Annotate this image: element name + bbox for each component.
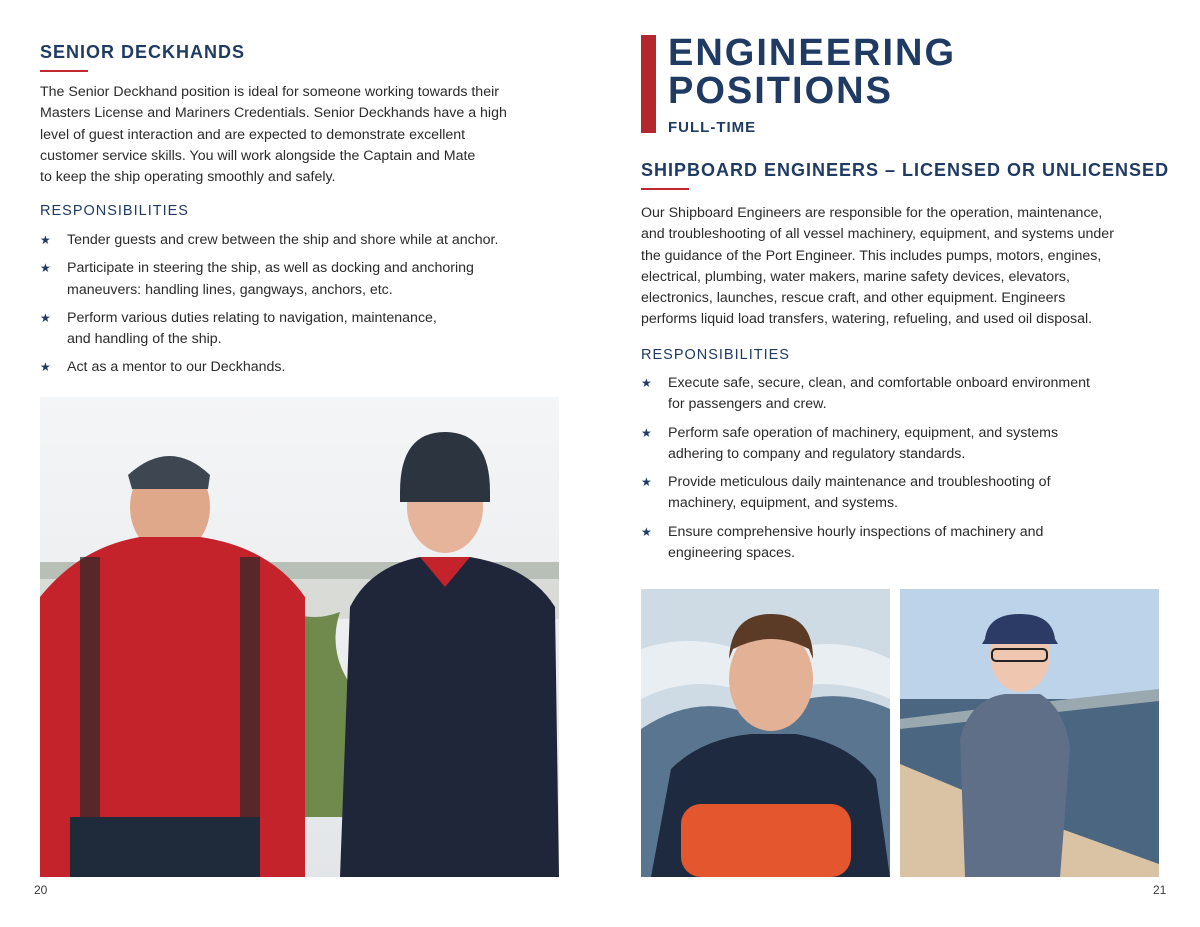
star-icon: ★ [40, 310, 51, 325]
senior-deckhands-intro [40, 82, 580, 188]
star-icon: ★ [641, 475, 652, 490]
title-underline [641, 188, 689, 190]
responsibilities-heading: RESPONSIBILITIES [40, 203, 189, 219]
intro-line: level of guest interaction and are expected to demonstrate excellent [40, 126, 466, 143]
engineer-photo-1 [641, 589, 890, 877]
list-item: ★ Ensure comprehensive hourly inspections of machinery and engineering spaces. [641, 523, 1044, 562]
star-icon: ★ [641, 425, 652, 440]
page-number: 21 [1153, 883, 1167, 897]
senior-deckhands-title: SENIOR DECKHANDS [40, 42, 246, 62]
intro-line: the guidance of the Port Engineer. This includes pumps, motors, engines, [641, 247, 1102, 264]
intro-line: to keep the ship operating smoothly and safely. [40, 169, 336, 186]
list-item: ★ Execute safe, secure, clean, and comfortable onboard environment for passengers and crew. [641, 375, 1090, 413]
shipboard-engineers-title: SHIPBOARD ENGINEERS – LICENSED OR UNLICENSED [641, 160, 1170, 180]
intro-line: performs liquid load transfers, watering, refueling, and used oil disposal. [641, 311, 1093, 328]
responsibilities-list [40, 230, 580, 386]
star-icon: ★ [40, 261, 51, 276]
title-underline [40, 70, 88, 72]
star-icon: ★ [40, 360, 51, 375]
star-icon: ★ [641, 376, 652, 390]
deckhands-photo [40, 397, 559, 877]
intro-line: The Senior Deckhand position is ideal for someone working towards their [40, 84, 499, 100]
deckhands-illustration [40, 397, 559, 877]
title-accent-bar [641, 35, 656, 133]
list-item: ★ Tender guests and crew between the ship and shore while at anchor. [40, 230, 580, 251]
list-item: ★ Participate in steering the ship, as well as docking and anchoring maneuvers: handling lines, gangways, anchors, etc. [40, 260, 474, 298]
intro-line: Our Shipboard Engineers are responsible for the operation, maintenance, [641, 205, 1103, 221]
list-item: ★ Perform various duties relating to navigation, maintenance, and handling of the ship. [40, 309, 437, 348]
right-page [600, 0, 1200, 927]
engineer-illustration-1 [641, 589, 890, 877]
star-icon: ★ [641, 524, 652, 539]
intro-line: electronics, launches, rescue craft, and other equipment. Engineers [641, 290, 1066, 307]
responsibilities-heading: RESPONSIBILITIES [641, 347, 790, 363]
engineering-positions-title: ENGINEERING POSITIONS [668, 32, 957, 112]
engineer-illustration-2 [900, 589, 1159, 877]
intro-line: customer service skills. You will work alongside the Captain and Mate [40, 147, 476, 164]
star-icon: ★ [40, 233, 51, 247]
list-item: ★ Perform safe operation of machinery, equipment, and systems adhering to company and regulatory standards. [641, 424, 1059, 462]
intro-line: and troubleshooting of all vessel machinery, equipment, and systems under [641, 226, 1114, 243]
engineer-photo-2 [900, 589, 1159, 877]
responsibilities-list [641, 373, 1181, 571]
list-item: ★ Provide meticulous daily maintenance and troubleshooting of machinery, equipment, and systems. [641, 474, 1051, 512]
full-time-subtitle: FULL-TIME [668, 119, 757, 136]
intro-line: Masters License and Mariners Credentials. Senior Deckhands have a high [40, 105, 507, 122]
list-item: ★ Act as a mentor to our Deckhands. [40, 357, 580, 378]
shipboard-engineers-intro [641, 203, 1181, 331]
page-number: 20 [34, 883, 48, 897]
intro-line: electrical, plumbing, water makers, marine safety devices, elevators, [641, 268, 1070, 285]
